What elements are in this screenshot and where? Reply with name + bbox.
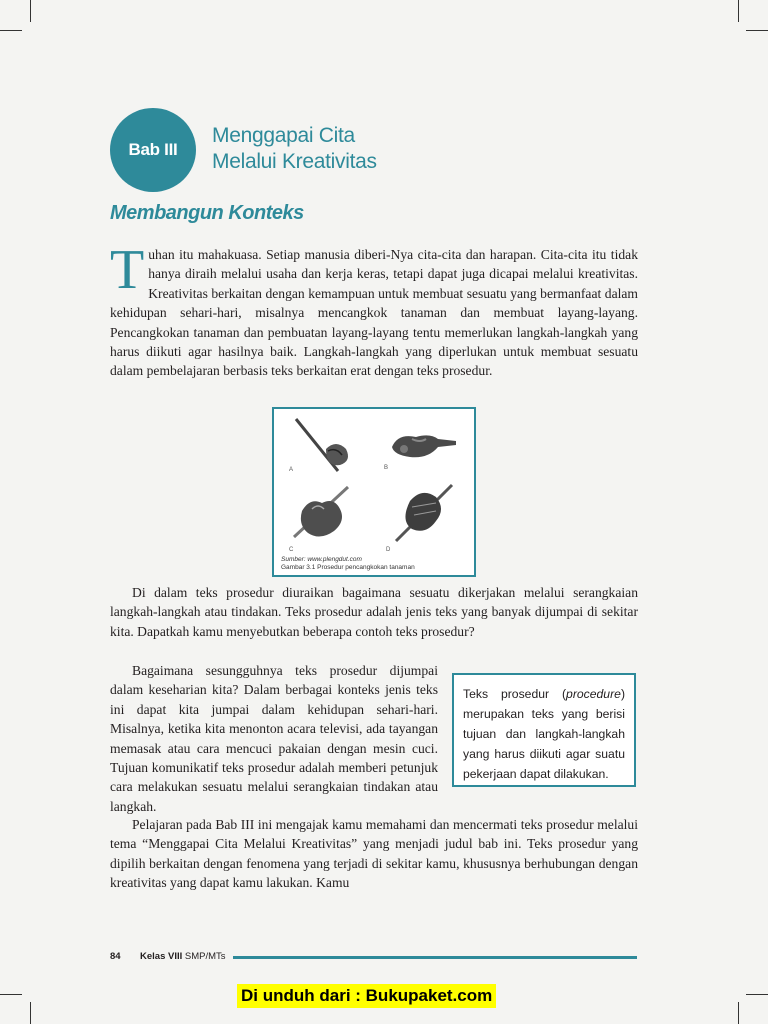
crop-mark [738, 1002, 739, 1024]
crop-mark [738, 0, 739, 22]
footer-rule [233, 956, 637, 959]
crop-mark [30, 1002, 31, 1024]
callout-term: procedure [566, 687, 621, 701]
intro-text: uhan itu mahakuasa. Setiap manusia diberi-Nya cita-cita dan harapan. Cita-cita itu tidak hanya diraih melalui usaha dan kerja keras, tetapi dapat juga dicapai melalui kreativitas. Kreativitas berkaitan dengan kemampuan untuk membuat sesuatu yang bermanfaat dalam kehidupan sehari-hari, misalnya mencangkok tanaman dan membuat layang-layang. Pencangkokan tanaman dan pembuatan layang-layang tentu memerlukan langkah-langkah yang harus diikuti agar hasilnya baik. Langkah-langkah yang diperlukan untuk membuat sesuatu dalam pembelajaran berbasis teks berkaitan erat dengan teks prosedur. [110, 247, 638, 379]
crop-mark [746, 994, 768, 995]
crop-mark [0, 994, 22, 995]
footer-class-rest: SMP/MTs [182, 951, 226, 962]
chapter-badge [110, 108, 196, 192]
paragraph-3 [110, 815, 638, 893]
chapter-badge-label: Bab III [128, 140, 178, 159]
figure-panel-c [288, 481, 372, 545]
footer-class-label [140, 951, 226, 962]
crop-mark [30, 0, 31, 22]
chapter-title-line2: Melalui Kreativitas [212, 150, 377, 173]
crop-mark [0, 30, 22, 31]
figure-label-a: A [289, 467, 294, 473]
page-number: 84 [110, 951, 121, 962]
paragraph-3-text: Pelajaran pada Bab III ini mengajak kamu memahami dan mencermati teks prosedur melalui tema “Menggapai Cita Melalui Kreativitas” yang menjadi judul bab ini. Teks prosedur yang dipilih berkaitan dengan fenomena yang terjadi di sekitar kamu, khususnya berhubungan dengan kreativitas yang dapat kamu lakukan. Kamu [110, 817, 638, 891]
crop-mark [746, 30, 768, 31]
paragraph-2 [110, 661, 438, 816]
paragraph-1 [110, 583, 638, 641]
intro-paragraph [110, 239, 638, 381]
figure-caption: Gambar 3.1 Prosedur pencangkokan tanaman [281, 564, 415, 571]
figure-panel-d [382, 479, 466, 543]
paragraph-2-text: Bagaimana sesungguhnya teks prosedur dijumpai dalam keseharian kita? Dalam berbagai konteks jenis teks ini dapat kita jumpai dalam kehidupan sehari-hari. Misalnya, ketika kita menonton acara televisi, ada tayangan memasak atau cara mencuci pakaian dengan mesin cuci. Tujuan komunikatif teks prosedur adalah memberi petunjuk cara melakukan sesuatu melalui serangkaian tindakan atau langkah. [110, 663, 438, 814]
callout-prefix: Teks prosedur ( [463, 687, 567, 701]
section-heading: Membangun Konteks [110, 202, 304, 224]
callout-suffix: ) merupakan teks yang berisi tujuan dan langkah-langkah yang harus diikuti agar suatu pekerjaan dapat dilakukan. [463, 687, 625, 781]
figure-panel-a [288, 415, 372, 479]
figure-label-d: D [386, 547, 391, 553]
paragraph-1-text: Di dalam teks prosedur diuraikan bagaimana sesuatu dikerjakan melalui serangkaian langkah-langkah atau tindakan. Teks prosedur adalah jenis teks yang banyak dijumpai di sekitar kita. Dapatkah kamu menyebutkan beberapa contoh teks prosedur? [110, 585, 638, 639]
chapter-title [212, 123, 377, 175]
drop-cap: T [110, 239, 145, 301]
figure-label-c: C [289, 547, 294, 553]
download-source-banner[interactable]: Di unduh dari : Bukupaket.com [237, 984, 496, 1008]
figure-source: Sumber: www.plengdut.com [281, 556, 362, 563]
figure-label-b: B [384, 465, 389, 471]
chapter-title-line1: Menggapai Cita [212, 124, 355, 147]
figure-panel-b [382, 419, 466, 483]
footer-class-bold: Kelas VIII [140, 951, 183, 962]
figure-grafting-steps [272, 407, 476, 577]
definition-callout [452, 673, 636, 787]
